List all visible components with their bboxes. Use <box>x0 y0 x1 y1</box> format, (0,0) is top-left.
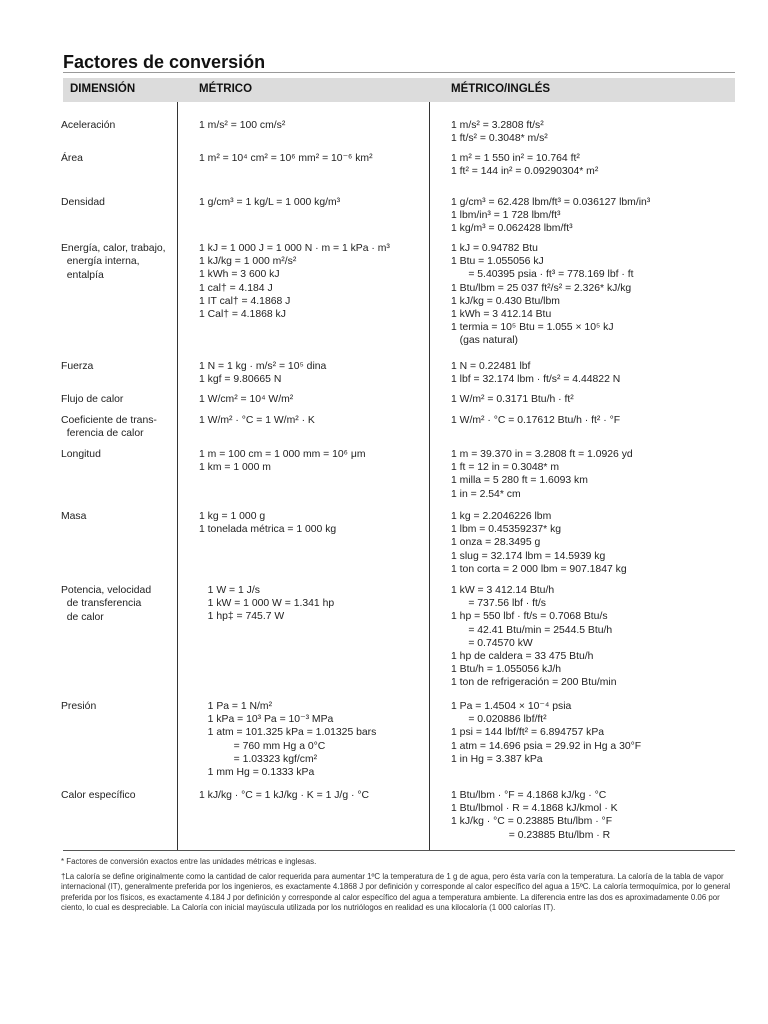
metric-cell <box>199 393 293 406</box>
metric-english-cell <box>451 448 633 501</box>
metric-english-cell <box>451 414 620 427</box>
metric-english-cell-line: 1 hp de caldera = 33 475 Btu/h <box>451 651 594 663</box>
metric-english-cell-line: 1 m² = 1 550 in² = 10.764 ft² <box>451 153 580 164</box>
dimension-cell-line: ferencia de calor <box>61 428 144 440</box>
header-metric: MÉTRICO <box>199 83 253 95</box>
metric-cell-line: 1 cal† = 4.184 J <box>199 282 273 294</box>
metric-cell-line: 1 kPa = 10³ Pa = 10⁻³ MPa <box>199 714 334 726</box>
dimension-cell-line: Aceleración <box>61 120 116 131</box>
metric-english-cell-line: 1 Pa = 1.4504 × 10⁻⁴ psia <box>451 701 572 712</box>
metric-english-cell-line: 1 kg = 2.2046226 lbm <box>451 511 552 522</box>
metric-english-cell-line: 1 milla = 5 280 ft = 1.6093 km <box>451 475 588 487</box>
dimension-cell-line: Calor específico <box>61 790 136 801</box>
metric-cell-line: 1 g/cm³ = 1 kg/L = 1 000 kg/m³ <box>199 197 341 208</box>
metric-cell-line: 1 km = 1 000 m <box>199 462 271 474</box>
metric-english-cell <box>451 393 574 406</box>
metric-english-cell-line: = 42.41 Btu/min = 2544.5 Btu/h <box>451 624 613 636</box>
metric-english-cell-line: 1 Btu/lbmol · R = 4.1868 kJ/kmol · K <box>451 803 618 815</box>
metric-cell-line: 1 W/m² · °C = 1 W/m² · K <box>199 415 315 426</box>
dimension-cell-line: Longitud <box>61 449 101 460</box>
metric-cell-line: 1 W/cm² = 10⁴ W/m² <box>199 394 294 405</box>
dimension-cell-line: de transferencia <box>61 598 142 610</box>
metric-english-cell-line: 1 kg/m³ = 0.062428 lbm/ft³ <box>451 223 573 235</box>
metric-cell-line: 1 tonelada métrica = 1 000 kg <box>199 524 337 536</box>
metric-english-cell <box>451 119 548 145</box>
metric-cell-line: 1 kW = 1 000 W = 1.341 hp <box>199 598 335 610</box>
metric-cell-line: 1 kg = 1 000 g <box>199 511 266 522</box>
dimension-cell-line: energía interna, <box>61 256 140 268</box>
metric-cell <box>199 584 334 624</box>
metric-cell <box>199 789 369 802</box>
metric-cell-line: 1 kJ/kg = 1 000 m²/s² <box>199 256 297 268</box>
metric-english-cell-line: = 5.40395 psia · ft³ = 778.169 lbf · ft <box>451 269 634 281</box>
dimension-cell-line: Área <box>61 153 83 164</box>
dimension-cell-line: Coeficiente de trans- <box>61 415 157 426</box>
dimension-cell-line: entalpía <box>61 269 104 281</box>
metric-english-cell <box>451 700 641 766</box>
dimension-cell <box>61 584 174 624</box>
dimension-cell-line: Potencia, velocidad <box>61 585 152 596</box>
header-metric-english: MÉTRICO/INGLÉS <box>451 83 551 95</box>
metric-english-cell-line: 1 m/s² = 3.2808 ft/s² <box>451 120 544 131</box>
dimension-cell <box>61 448 174 461</box>
dimension-cell-line: Flujo de calor <box>61 394 124 405</box>
metric-cell-line: 1 W = 1 J/s <box>199 585 260 596</box>
metric-english-cell-line: 1 ft/s² = 0.3048* m/s² <box>451 133 548 145</box>
metric-english-cell-line: 1 termia = 10⁵ Btu = 1.055 × 10⁵ kJ <box>451 322 614 334</box>
metric-english-cell <box>451 152 598 178</box>
metric-cell <box>199 119 285 132</box>
metric-cell-line: 1 atm = 101.325 kPa = 1.01325 bars <box>199 727 377 739</box>
metric-cell <box>199 414 315 427</box>
metric-cell <box>199 448 365 474</box>
dimension-cell <box>61 242 174 282</box>
metric-english-cell-line: = 0.23885 Btu/lbm · R <box>451 829 611 841</box>
metric-cell-line: 1 Cal† = 4.1868 kJ <box>199 309 286 321</box>
dimension-cell-line: Presión <box>61 701 97 712</box>
dimension-cell <box>61 700 174 713</box>
metric-english-cell-line: 1 psi = 144 lbf/ft² = 6.894757 kPa <box>451 727 605 739</box>
dimension-cell <box>61 119 174 132</box>
metric-cell <box>199 510 336 536</box>
footnote-exact: * Factores de conversión exactos entre las unidades métricas e inglesas. <box>61 857 317 866</box>
metric-english-cell-line: 1 in = 2.54* cm <box>451 488 521 500</box>
dimension-cell-line: Densidad <box>61 197 105 208</box>
metric-english-cell-line: = 0.74570 kW <box>451 637 533 649</box>
header-dimension: DIMENSIÓN <box>70 83 136 95</box>
page-title: Factores de conversión <box>63 52 266 72</box>
metric-cell <box>199 152 373 165</box>
metric-english-cell-line: = 0.020886 lbf/ft² <box>451 714 547 726</box>
table-bottom-rule <box>63 850 735 851</box>
metric-english-cell-line: 1 N = 0.22481 lbf <box>451 361 531 372</box>
metric-english-cell-line: 1 onza = 28.3495 g <box>451 537 541 549</box>
metric-english-cell <box>451 789 618 842</box>
metric-cell <box>199 242 390 321</box>
dimension-cell <box>61 152 174 165</box>
metric-english-cell-line: 1 ft = 12 in = 0.3048* m <box>451 462 560 474</box>
metric-cell-line: 1 kJ = 1 000 J = 1 000 N · m = 1 kPa · m³ <box>199 243 390 254</box>
metric-cell-line: 1 hp‡ = 745.7 W <box>199 611 285 623</box>
metric-english-cell-line: 1 lbf = 32.174 lbm · ft/s² = 4.44822 N <box>451 374 621 386</box>
metric-cell-line: 1 m = 100 cm = 1 000 mm = 10⁶ μm <box>199 449 366 460</box>
metric-english-cell <box>451 360 620 386</box>
metric-english-cell-line: 1 kJ = 0.94782 Btu <box>451 243 538 254</box>
table-header <box>63 78 735 102</box>
metric-english-cell-line: 1 slug = 32.174 lbm = 14.5939 kg <box>451 550 606 562</box>
metric-english-cell-line: 1 ft² = 144 in² = 0.09290304* m² <box>451 166 599 178</box>
footnote-calorie: †La caloría se define originalmente como la cantidad de calor requerida para aumentar 1ºC la temperatura de 1 g de agua, pero ésta varía con la temperatura. La caloría de la tabla de vapor internacional (IT), generalmente preferida por los ingenieros, es exactamente 4.1868 J por definición y corresponde al calor específico del agua a 15ºC. La caloría termoquímica, por lo general preferida por los físicos, es exactamente 4.184 J por definición y corresponde al calor específico del agua a temperatura ambiente. La diferencia entre las dos es aproximadamente 0.06 por ciento, lo cual es despreciable. La Caloría con inicial mayúscula utilizada por los nutriólogos en realidad es una kilocaloría (1 000 calorías IT). <box>61 872 731 912</box>
metric-english-cell-line: 1 in Hg = 3.387 kPa <box>451 753 543 765</box>
title-rule <box>63 72 735 73</box>
metric-cell-line: 1 Pa = 1 N/m² <box>199 701 273 712</box>
column-divider-1 <box>177 102 178 850</box>
metric-english-cell-line: 1 kJ/kg = 0.430 Btu/lbm <box>451 295 560 307</box>
metric-english-cell-line: 1 Btu/lbm = 25 037 ft²/s² = 2.326* kJ/kg <box>451 282 632 294</box>
metric-cell-line: 1 mm Hg = 0.1333 kPa <box>199 767 315 779</box>
metric-english-cell-line: 1 Btu = 1.055056 kJ <box>451 256 544 268</box>
metric-cell-line: 1 kgf = 9.80665 N <box>199 374 282 386</box>
metric-english-cell-line: = 737.56 lbf · ft/s <box>451 598 547 610</box>
metric-english-cell-line: 1 kWh = 3 412.14 Btu <box>451 309 552 321</box>
metric-cell-line: = 1.03323 kgf/cm² <box>199 753 318 765</box>
metric-cell-line: 1 m² = 10⁴ cm² = 10⁶ mm² = 10⁻⁶ km² <box>199 153 373 164</box>
metric-english-cell-line: 1 lbm = 0.45359237* kg <box>451 524 562 536</box>
dimension-cell-line: Masa <box>61 511 87 522</box>
dimension-cell-line: Energía, calor, trabajo, <box>61 243 166 254</box>
metric-cell-line: 1 kWh = 3 600 kJ <box>199 269 280 281</box>
metric-english-cell-line: 1 g/cm³ = 62.428 lbm/ft³ = 0.036127 lbm/in³ <box>451 197 651 208</box>
dimension-cell-line: Fuerza <box>61 361 94 372</box>
metric-english-cell-line: 1 hp = 550 lbf · ft/s = 0.7068 Btu/s <box>451 611 608 623</box>
metric-english-cell-line: 1 Btu/h = 1.055056 kJ/h <box>451 664 562 676</box>
dimension-cell <box>61 393 174 406</box>
metric-cell <box>199 196 340 209</box>
metric-english-cell-line: (gas natural) <box>451 335 518 347</box>
metric-cell-line: = 760 mm Hg a 0°C <box>199 740 326 752</box>
dimension-cell-line: de calor <box>61 611 104 623</box>
dimension-cell <box>61 510 174 523</box>
metric-cell-line: 1 m/s² = 100 cm/s² <box>199 120 286 131</box>
metric-english-cell-line: 1 m = 39.370 in = 3.2808 ft = 1.0926 yd <box>451 449 633 460</box>
metric-english-cell <box>451 584 616 690</box>
footnotes <box>61 857 741 918</box>
metric-english-cell <box>451 196 650 236</box>
column-divider-2 <box>429 102 430 850</box>
metric-cell-line: 1 N = 1 kg · m/s² = 10⁵ dina <box>199 361 327 372</box>
metric-english-cell-line: 1 ton de refrigeración = 200 Btu/min <box>451 677 617 689</box>
metric-english-cell-line: 1 Btu/lbm · °F = 4.1868 kJ/kg · °C <box>451 790 607 801</box>
metric-english-cell-line: 1 atm = 14.696 psia = 29.92 in Hg a 30°F <box>451 740 642 752</box>
metric-cell <box>199 700 376 779</box>
metric-english-cell-line: 1 kW = 3 412.14 Btu/h <box>451 585 555 596</box>
dimension-cell <box>61 789 174 802</box>
metric-english-cell-line: 1 W/m² · °C = 0.17612 Btu/h · ft² · °F <box>451 415 621 426</box>
metric-english-cell <box>451 242 634 348</box>
dimension-cell <box>61 360 174 373</box>
metric-cell-line: 1 IT cal† = 4.1868 J <box>199 295 291 307</box>
metric-cell-line: 1 kJ/kg · °C = 1 kJ/kg · K = 1 J/g · °C <box>199 790 369 801</box>
dimension-cell <box>61 414 174 441</box>
metric-english-cell-line: 1 lbm/in³ = 1 728 lbm/ft³ <box>451 210 561 222</box>
metric-english-cell-line: 1 ton corta = 2 000 lbm = 907.1847 kg <box>451 563 627 575</box>
metric-english-cell-line: 1 W/m² = 0.3171 Btu/h · ft² <box>451 394 574 405</box>
metric-english-cell <box>451 510 627 576</box>
dimension-cell <box>61 196 174 209</box>
metric-english-cell-line: 1 kJ/kg · °C = 0.23885 Btu/lbm · °F <box>451 816 613 828</box>
metric-cell <box>199 360 326 386</box>
